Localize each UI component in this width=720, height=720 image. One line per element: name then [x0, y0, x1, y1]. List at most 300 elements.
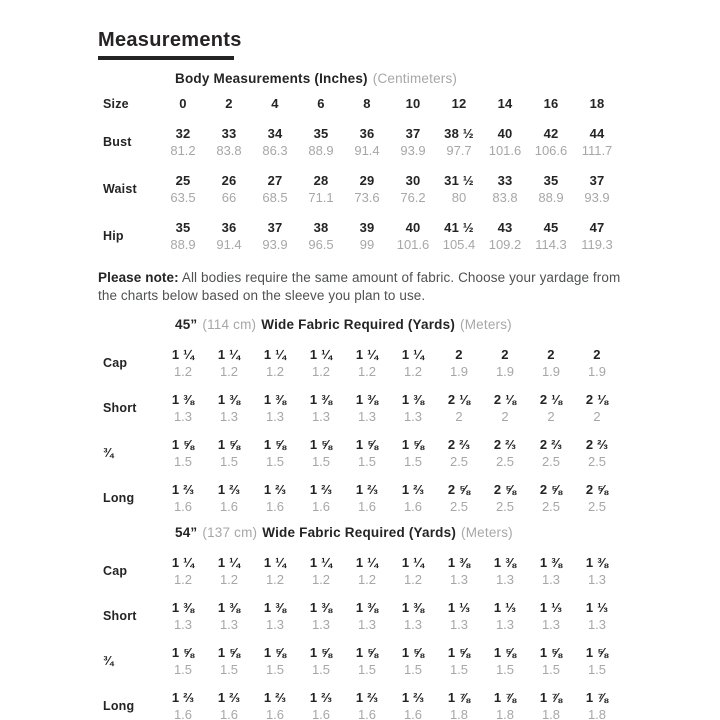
- imperial-value: 30: [405, 173, 421, 188]
- imperial-value: 2 ⅝: [539, 482, 563, 497]
- row-label: Short: [103, 401, 137, 415]
- table-row: [98, 555, 720, 587]
- value-cell: [390, 437, 436, 469]
- metric-value: 1.3: [311, 617, 331, 632]
- table-row: [98, 126, 720, 158]
- imperial-value: 1 ¼: [171, 347, 195, 362]
- imperial-value: 1 ⅜: [309, 392, 333, 407]
- value-cell: [574, 347, 620, 379]
- imperial-value: 1 ⅝: [309, 437, 333, 452]
- value-cell: [252, 645, 298, 677]
- metric-value: 93.9: [400, 143, 426, 158]
- fabric-note-text: All bodies require the same amount of fabric. Choose your yardage from the charts below based on the sleeve you plan to use.: [98, 270, 621, 303]
- imperial-value: 35: [313, 126, 329, 141]
- imperial-value: 1 ¼: [217, 555, 241, 570]
- metric-value: 2: [593, 409, 601, 424]
- imperial-value: 1 ⅓: [585, 600, 609, 615]
- imperial-value: 28: [313, 173, 329, 188]
- value-cell: [436, 555, 482, 587]
- imperial-value: 1 ⅔: [355, 482, 379, 497]
- metric-value: 1.5: [403, 454, 423, 469]
- imperial-value: 1 ⅞: [447, 690, 471, 705]
- row-label: Bust: [103, 135, 132, 149]
- value-cell: [252, 392, 298, 424]
- metric-value: 1.9: [495, 364, 515, 379]
- metric-value: 1.2: [357, 364, 377, 379]
- value-cell: [390, 220, 436, 252]
- imperial-value: 1 ¼: [355, 555, 379, 570]
- metric-value: 1.6: [173, 499, 193, 514]
- metric-value: 1.9: [541, 364, 561, 379]
- metric-value: 1.2: [173, 364, 193, 379]
- value-cell: [390, 482, 436, 514]
- value-cell: [528, 126, 574, 158]
- value-cell: [482, 392, 528, 424]
- value-cell: [206, 555, 252, 587]
- value-cell: [482, 347, 528, 379]
- value-cell: [160, 645, 206, 677]
- imperial-value: 1 ⅝: [171, 645, 195, 660]
- imperial-value: 1 ¼: [263, 347, 287, 362]
- metric-value: 1.3: [265, 409, 285, 424]
- imperial-value: 1 ⅝: [585, 645, 609, 660]
- metric-value: 1.9: [449, 364, 469, 379]
- imperial-value: 2 ⅝: [585, 482, 609, 497]
- imperial-value: 1 ⅔: [171, 690, 195, 705]
- imperial-value: 33: [221, 126, 237, 141]
- value-cell: [390, 645, 436, 677]
- row-label: Cap: [103, 564, 128, 578]
- body-table-header: [0, 71, 720, 86]
- metric-value: 2: [501, 409, 509, 424]
- metric-value: 2: [547, 409, 555, 424]
- value-cell: [298, 645, 344, 677]
- metric-value: 1.2: [219, 364, 239, 379]
- metric-value: 1.3: [173, 617, 193, 632]
- value-cell: [482, 690, 528, 720]
- metric-value: 1.5: [219, 454, 239, 469]
- size-value: 12: [451, 96, 467, 111]
- imperial-value: 31 ½: [444, 173, 474, 188]
- value-cell: [574, 555, 620, 587]
- metric-value: 1.5: [173, 662, 193, 677]
- row-label: Cap: [103, 356, 128, 370]
- imperial-value: 33: [497, 173, 513, 188]
- imperial-value: 1 ⅜: [447, 555, 471, 570]
- metric-value: 88.9: [538, 190, 564, 205]
- imperial-value: 2: [455, 347, 463, 362]
- value-cell: [252, 600, 298, 632]
- metric-value: 1.3: [541, 617, 561, 632]
- value-cell: [160, 437, 206, 469]
- value-cell: [436, 126, 482, 158]
- value-cell: [344, 482, 390, 514]
- imperial-value: 36: [221, 220, 237, 235]
- title-underline: [98, 56, 234, 60]
- imperial-value: 1 ⅔: [309, 482, 333, 497]
- size-value: 4: [271, 96, 279, 111]
- imperial-value: 1 ¼: [309, 347, 333, 362]
- fabric-45-rows: [0, 347, 720, 514]
- imperial-value: 1 ⅜: [493, 555, 517, 570]
- imperial-value: 1 ¼: [217, 347, 241, 362]
- value-cell: [344, 126, 390, 158]
- metric-value: 2.5: [587, 454, 607, 469]
- imperial-value: 2 ⅛: [585, 392, 609, 407]
- imperial-value: 1 ⅜: [263, 600, 287, 615]
- metric-value: 106.6: [534, 143, 568, 158]
- value-cell: [482, 126, 528, 158]
- size-value: 2: [225, 96, 233, 111]
- fabric-note: [98, 269, 638, 305]
- value-cell: [482, 600, 528, 632]
- imperial-value: 1 ⅜: [263, 392, 287, 407]
- metric-value: 1.6: [265, 707, 285, 720]
- metric-value: 1.3: [311, 409, 331, 424]
- metric-value: 1.5: [311, 662, 331, 677]
- metric-value: 1.5: [219, 662, 239, 677]
- metric-value: 1.5: [587, 662, 607, 677]
- value-cell: [528, 555, 574, 587]
- metric-value: 1.5: [541, 662, 561, 677]
- imperial-value: 38 ½: [444, 126, 474, 141]
- imperial-value: 1 ⅜: [401, 600, 425, 615]
- imperial-value: 1 ⅝: [447, 645, 471, 660]
- row-label: Long: [103, 699, 135, 713]
- metric-value: 93.9: [262, 237, 288, 252]
- value-cell: [390, 173, 436, 205]
- value-cell: [436, 645, 482, 677]
- value-cell: [252, 555, 298, 587]
- value-cell: [160, 555, 206, 587]
- value-cell: [298, 482, 344, 514]
- metric-value: 1.5: [357, 454, 377, 469]
- value-cell: [298, 347, 344, 379]
- value-cell: [390, 126, 436, 158]
- imperial-value: 2 ⅛: [539, 392, 563, 407]
- metric-value: 1.3: [449, 572, 469, 587]
- fabric-54-header: [0, 525, 720, 540]
- value-cell: [528, 173, 574, 205]
- metric-value: 101.6: [488, 143, 522, 158]
- imperial-value: 2: [501, 347, 509, 362]
- value-cell: [482, 482, 528, 514]
- value-cell: [528, 690, 574, 720]
- imperial-value: 26: [221, 173, 237, 188]
- metric-value: 1.2: [173, 572, 193, 587]
- imperial-value: 1 ⅔: [401, 482, 425, 497]
- value-cell: [436, 392, 482, 424]
- value-cell: [206, 600, 252, 632]
- value-cell: [528, 600, 574, 632]
- value-cell: [344, 690, 390, 720]
- metric-value: 1.2: [403, 572, 423, 587]
- metric-value: 2.5: [541, 499, 561, 514]
- metric-value: 76.2: [400, 190, 426, 205]
- value-cell: [482, 555, 528, 587]
- metric-value: 114.3: [535, 237, 567, 252]
- value-cell: [160, 220, 206, 252]
- metric-value: 1.3: [541, 572, 561, 587]
- imperial-value: 1 ⅝: [217, 437, 241, 452]
- imperial-value: 1 ¼: [355, 347, 379, 362]
- imperial-value: 27: [267, 173, 283, 188]
- metric-value: 119.3: [581, 237, 613, 252]
- value-cell: [298, 392, 344, 424]
- imperial-value: 2: [547, 347, 555, 362]
- metric-value: 2.5: [495, 454, 515, 469]
- metric-value: 1.3: [265, 617, 285, 632]
- imperial-value: 1 ⅔: [401, 690, 425, 705]
- metric-value: 1.6: [403, 707, 423, 720]
- metric-value: 91.4: [354, 143, 380, 158]
- size-value: 0: [179, 96, 187, 111]
- table-row: [98, 690, 720, 720]
- imperial-value: 29: [359, 173, 375, 188]
- imperial-value: 1 ⅜: [171, 392, 195, 407]
- value-cell: [574, 690, 620, 720]
- value-cell: [574, 437, 620, 469]
- metric-value: 1.3: [449, 617, 469, 632]
- value-cell: [206, 437, 252, 469]
- metric-value: 1.3: [587, 572, 607, 587]
- metric-value: 1.6: [311, 707, 331, 720]
- metric-value: 1.5: [495, 662, 515, 677]
- size-value: 10: [405, 96, 421, 111]
- value-cell: [574, 173, 620, 205]
- metric-value: 88.9: [308, 143, 334, 158]
- table-row: [98, 600, 720, 632]
- value-cell: [436, 173, 482, 205]
- metric-value: 1.2: [265, 572, 285, 587]
- metric-value: 1.2: [265, 364, 285, 379]
- imperial-value: 2 ⅔: [539, 437, 563, 452]
- fabric-54-title: Wide Fabric Required (Yards): [262, 525, 457, 540]
- fabric-54-rows: [0, 555, 720, 720]
- metric-value: 63.5: [170, 190, 196, 205]
- metric-value: 109.2: [488, 237, 522, 252]
- imperial-value: 1 ¼: [401, 347, 425, 362]
- imperial-value: 1 ⅓: [493, 600, 517, 615]
- value-cell: [344, 645, 390, 677]
- imperial-value: 1 ⅓: [539, 600, 563, 615]
- value-cell: [482, 173, 528, 205]
- value-cell: [528, 347, 574, 379]
- metric-value: 2.5: [495, 499, 515, 514]
- imperial-value: 1 ⅔: [263, 690, 287, 705]
- row-label: Short: [103, 609, 137, 623]
- imperial-value: 41 ½: [444, 220, 474, 235]
- imperial-value: 40: [405, 220, 421, 235]
- value-cell: [344, 555, 390, 587]
- table-row: [98, 173, 720, 205]
- imperial-value: 1 ⅜: [401, 392, 425, 407]
- value-cell: [160, 173, 206, 205]
- value-cell: [206, 690, 252, 720]
- imperial-value: 1 ⅝: [309, 645, 333, 660]
- value-cell: [528, 392, 574, 424]
- metric-value: 1.3: [587, 617, 607, 632]
- value-cell: [344, 347, 390, 379]
- value-cell: [436, 482, 482, 514]
- size-value: 18: [589, 96, 605, 111]
- metric-value: 1.5: [449, 662, 469, 677]
- metric-value: 96.5: [308, 237, 334, 252]
- fabric-45-cm: (114 cm): [202, 317, 257, 332]
- fabric-54-cm: (137 cm): [202, 525, 258, 540]
- size-label: Size: [103, 96, 129, 111]
- imperial-value: 37: [267, 220, 283, 235]
- metric-value: 2.5: [449, 499, 469, 514]
- metric-value: 2.5: [587, 499, 607, 514]
- metric-value: 2.5: [449, 454, 469, 469]
- imperial-value: 42: [543, 126, 559, 141]
- fabric-table-45: [0, 317, 720, 514]
- value-cell: [160, 600, 206, 632]
- imperial-value: 1 ⅔: [171, 482, 195, 497]
- value-cell: [390, 690, 436, 720]
- table-row: [98, 392, 720, 424]
- imperial-value: 1 ¼: [401, 555, 425, 570]
- imperial-value: 2 ⅛: [447, 392, 471, 407]
- imperial-value: 35: [543, 173, 559, 188]
- fabric-table-54: [0, 525, 720, 720]
- value-cell: [390, 555, 436, 587]
- value-cell: [344, 173, 390, 205]
- metric-value: 88.9: [170, 237, 196, 252]
- table-row: [98, 220, 720, 252]
- imperial-value: 1 ⅝: [493, 645, 517, 660]
- metric-value: 1.5: [265, 662, 285, 677]
- value-cell: [252, 690, 298, 720]
- metric-value: 68.5: [262, 190, 288, 205]
- imperial-value: 35: [175, 220, 191, 235]
- imperial-value: 25: [175, 173, 191, 188]
- value-cell: [252, 173, 298, 205]
- value-cell: [436, 347, 482, 379]
- imperial-value: 1 ⅝: [401, 645, 425, 660]
- metric-value: 1.8: [449, 707, 469, 720]
- value-cell: [206, 126, 252, 158]
- imperial-value: 36: [359, 126, 375, 141]
- metric-value: 1.8: [541, 707, 561, 720]
- metric-value: 66: [221, 190, 237, 205]
- imperial-value: 43: [497, 220, 513, 235]
- value-cell: [298, 220, 344, 252]
- imperial-value: 1 ⅔: [263, 482, 287, 497]
- imperial-value: 1 ⅓: [447, 600, 471, 615]
- imperial-value: 1 ⅞: [493, 690, 517, 705]
- page-title: Measurements: [98, 29, 242, 51]
- metric-value: 1.3: [357, 409, 377, 424]
- value-cell: [252, 347, 298, 379]
- value-cell: [160, 690, 206, 720]
- table-row: [98, 482, 720, 514]
- value-cell: [298, 600, 344, 632]
- table-row: [98, 347, 720, 379]
- imperial-value: 1 ⅔: [217, 482, 241, 497]
- metric-value: 1.8: [587, 707, 607, 720]
- row-label: Waist: [103, 182, 137, 196]
- imperial-value: 1 ⅝: [171, 437, 195, 452]
- metric-value: 1.3: [495, 617, 515, 632]
- value-cell: [298, 555, 344, 587]
- value-cell: [252, 437, 298, 469]
- value-cell: [574, 392, 620, 424]
- body-table-subtitle: (Centimeters): [372, 71, 458, 86]
- metric-value: 1.3: [403, 617, 423, 632]
- value-cell: [528, 437, 574, 469]
- metric-value: 101.6: [396, 237, 430, 252]
- size-value: 6: [317, 96, 325, 111]
- imperial-value: 1 ⅜: [539, 555, 563, 570]
- imperial-value: 2 ⅔: [493, 437, 517, 452]
- metric-value: 1.6: [357, 499, 377, 514]
- metric-value: 1.5: [403, 662, 423, 677]
- metric-value: 1.8: [495, 707, 515, 720]
- value-cell: [344, 437, 390, 469]
- value-cell: [206, 392, 252, 424]
- value-cell: [574, 645, 620, 677]
- size-value: 16: [543, 96, 559, 111]
- imperial-value: 1 ⅝: [539, 645, 563, 660]
- metric-value: 1.5: [311, 454, 331, 469]
- metric-value: 1.5: [357, 662, 377, 677]
- value-cell: [390, 600, 436, 632]
- metric-value: 1.9: [587, 364, 607, 379]
- metric-value: 99: [359, 237, 375, 252]
- value-cell: [574, 482, 620, 514]
- value-cell: [482, 645, 528, 677]
- metric-value: 1.6: [357, 707, 377, 720]
- imperial-value: 1 ¼: [309, 555, 333, 570]
- imperial-value: 1 ⅜: [309, 600, 333, 615]
- imperial-value: 1 ⅝: [355, 645, 379, 660]
- metric-value: 83.8: [216, 143, 242, 158]
- value-cell: [344, 600, 390, 632]
- value-cell: [436, 690, 482, 720]
- value-cell: [298, 173, 344, 205]
- imperial-value: 2 ⅝: [493, 482, 517, 497]
- body-table-title: Body Measurements (Inches): [175, 71, 368, 86]
- value-cell: [436, 220, 482, 252]
- value-cell: [160, 482, 206, 514]
- value-cell: [252, 482, 298, 514]
- value-cell: [482, 220, 528, 252]
- metric-value: 1.6: [265, 499, 285, 514]
- metric-value: 83.8: [492, 190, 518, 205]
- metric-value: 1.2: [357, 572, 377, 587]
- metric-value: 86.3: [262, 143, 288, 158]
- metric-value: 80: [451, 190, 467, 205]
- metric-value: 1.5: [173, 454, 193, 469]
- metric-value: 105.4: [442, 237, 476, 252]
- value-cell: [206, 173, 252, 205]
- imperial-value: 1 ⅝: [263, 437, 287, 452]
- imperial-value: 1 ⅝: [355, 437, 379, 452]
- imperial-value: 37: [589, 173, 605, 188]
- body-measurements-table: [0, 71, 720, 252]
- value-cell: [344, 220, 390, 252]
- metric-value: 1.6: [219, 707, 239, 720]
- size-value: 8: [363, 96, 371, 111]
- metric-value: 1.2: [311, 572, 331, 587]
- metric-value: 1.3: [357, 617, 377, 632]
- table-row: [98, 645, 720, 677]
- value-cell: [252, 126, 298, 158]
- fabric-45-title: Wide Fabric Required (Yards): [261, 317, 456, 332]
- imperial-value: 2 ⅔: [585, 437, 609, 452]
